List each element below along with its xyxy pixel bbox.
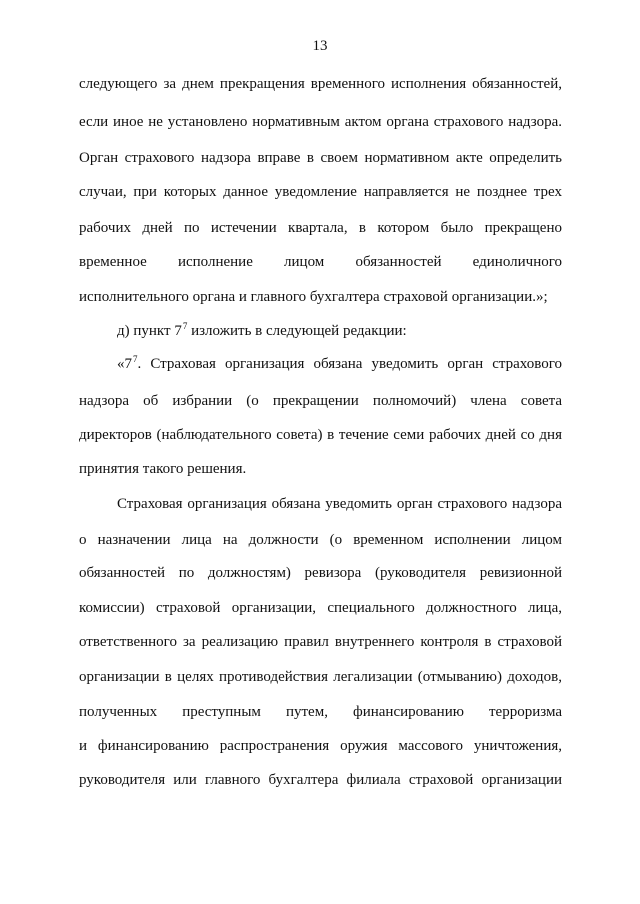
item-d-prefix: д) пункт 7 (117, 323, 182, 339)
text-line: комиссии) страховой организации, специального должностного лица, (79, 600, 562, 616)
text-line: следующего за днем прекращения временного исполнения обязанностей, (79, 76, 562, 92)
text-line: ответственного за реализацию правил внутреннего контроля в страховой (79, 634, 562, 650)
text-line: обязанностей по должностям) ревизора (руководителя ревизионной (79, 565, 562, 581)
item-d-superscript: 7 (182, 321, 188, 331)
text-line: Орган страхового надзора вправе в своем нормативном акте определить (79, 150, 562, 166)
text-line: надзора об избрании (о прекращении полномочий) члена совета (79, 393, 562, 409)
page-number: 13 (312, 38, 328, 54)
text-line: Страховая организация обязана уведомить орган страхового надзора (117, 496, 562, 512)
quoted-paragraph-start (117, 355, 562, 373)
text-line: организации в целях противодействия легализации (отмыванию) доходов, (79, 669, 562, 685)
text-line: случаи, при которых данное уведомление направляется не позднее трех (79, 184, 562, 200)
text-line: полученных преступным путем, финансированию терроризма (79, 704, 562, 720)
text-line: временное исполнение лицом обязанностей единоличного (79, 254, 562, 270)
text-line: исполнительного органа и главного бухгалтера страховой организации.»; (79, 289, 548, 305)
text-line: если иное не установлено нормативным актом органа страхового надзора. (79, 114, 562, 130)
text-line: рабочих дней по истечении квартала, в котором было прекращено (79, 220, 562, 236)
item-d-suffix: изложить в следующей редакции: (187, 323, 407, 339)
text-line: директоров (наблюдательного совета) в течение семи рабочих дней со дня (79, 427, 562, 443)
text-line: руководителя или главного бухгалтера филиала страховой организации (79, 772, 562, 788)
quote-prefix: «7 (117, 356, 132, 372)
text-line: принятия такого решения. (79, 461, 247, 477)
amendment-item-d (117, 322, 562, 340)
quote-superscript: 7 (133, 354, 138, 364)
text-line: о назначении лица на должности (о временном исполнении лицом (79, 532, 562, 548)
text-line: и финансированию распространения оружия массового уничтожения, (79, 738, 562, 754)
quote-suffix: . Страховая организация обязана уведомить орган страхового (137, 356, 562, 372)
